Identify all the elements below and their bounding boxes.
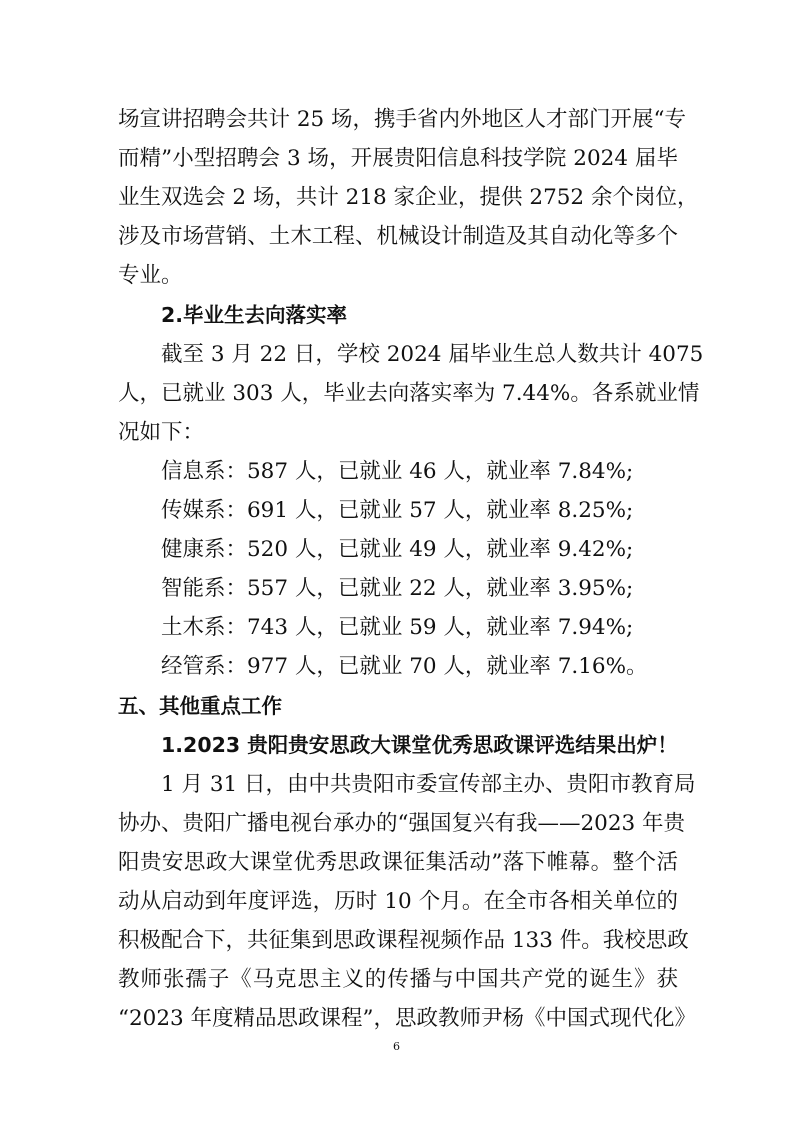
section-heading-other-work: 五、其他重点工作 [118,694,282,718]
paragraph-3-line-2: 协办、贵阳广播电视台承办的“强国复兴有我——2023 年贵 [118,811,686,836]
paragraph-1-line-1: 场宣讲招聘会共计 25 场，携手省内外地区人才部门开展“专 [118,107,687,132]
paragraph-1-line-2: 而精”小型招聘会 3 场，开展贵阳信息科技学院 2024 届毕 [118,146,678,171]
dept-list-item: 传媒系：691 人，已就业 57 人，就业率 8.25%; [161,498,634,523]
paragraph-3-line-6: 教师张孺子《马克思主义的传播与中国共产党的诞生》获 [118,967,678,992]
paragraph-1-line-4: 涉及市场营销、土木工程、机械设计制造及其自动化等多个 [118,224,678,249]
dept-list-item: 经管系：977 人，已就业 70 人，就业率 7.16%。 [161,654,648,679]
paragraph-1-line-5: 专业。 [118,263,183,288]
paragraph-3-line-7: “2023 年度精品思政课程”，思政教师尹杨《中国式现代化》 [118,1006,697,1031]
paragraph-3-line-3: 阳贵安思政大课堂优秀思政课征集活动”落下帷幕。整个活 [118,850,678,875]
dept-list-item: 健康系：520 人，已就业 49 人，就业率 9.42%; [161,537,634,562]
dept-list-item: 智能系：557 人，已就业 22 人，就业率 3.95%; [161,576,634,601]
paragraph-3-line-1: 1 月 31 日，由中共贵阳市委宣传部主办、贵阳市教育局 [161,772,696,797]
paragraph-1-line-3: 业生双选会 2 场，共计 218 家企业，提供 2752 余个岗位， [118,185,699,210]
paragraph-3-line-4: 动从启动到年度评选，历时 10 个月。在全市各相关单位的 [118,889,678,914]
paragraph-2-line-1: 截至 3 月 22 日，学校 2024 届毕业生总人数共计 4075 [161,342,704,367]
dept-list-item: 信息系：587 人，已就业 46 人，就业率 7.84%; [161,459,634,484]
page-number: 6 [393,1040,400,1053]
dept-list-item: 土木系：743 人，已就业 59 人，就业率 7.94%; [161,615,634,640]
subheading-ideology-course-results: 1.2023 贵阳贵安思政大课堂优秀思政课评选结果出炉！ [161,733,678,757]
paragraph-2-line-2: 人，已就业 303 人，毕业去向落实率为 7.44%。各系就业情 [118,381,700,406]
paragraph-3-line-5: 积极配合下，共征集到思政课程视频作品 133 件。我校思政 [118,928,689,953]
paragraph-2-line-3: 况如下： [118,420,205,445]
subheading-graduate-placement: 2.毕业生去向落实率 [161,303,348,327]
